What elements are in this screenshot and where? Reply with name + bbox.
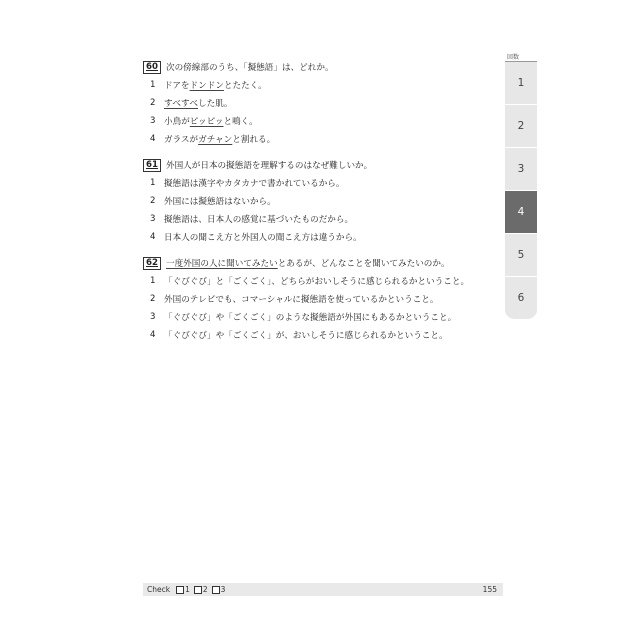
option-number: 2 [150, 98, 156, 108]
question-stem [143, 58, 493, 76]
tab-3[interactable]: 3 [505, 148, 537, 191]
tab-4[interactable]: 4 [505, 191, 537, 234]
option-number: 3 [150, 214, 156, 224]
option-item[interactable] [150, 308, 493, 326]
option-text: 外国には擬態語はないから。 [164, 197, 276, 207]
option-text: 擬態語は、日本人の感覚に基づいたものだから。 [164, 215, 354, 225]
page-number: 155 [482, 585, 497, 594]
option-item[interactable] [150, 272, 493, 290]
tab-1[interactable]: 1 [505, 62, 537, 105]
option-number: 2 [150, 196, 156, 206]
option-text: 擬態語は漢字やカタカナで書かれているから。 [164, 179, 345, 189]
option-text: 「ぐびぐび」や「ごくごく」が、おいしそうに感じられるかということ。 [164, 331, 448, 341]
option-text: 日本人の聞こえ方と外国人の聞こえ方は違うから。 [164, 233, 362, 243]
question-61 [143, 156, 493, 246]
check-box-3[interactable] [212, 585, 226, 594]
option-text-after: とたたく。 [223, 81, 267, 91]
option-number: 3 [150, 116, 156, 126]
footer-bar [143, 583, 503, 596]
option-text: 「ぐびぐび」と「ごくごく」、どちらがおいしそうに感じられるかということ。 [164, 277, 470, 287]
checkbox-square [212, 586, 220, 594]
option-text: 「ぐびぐび」や「ごくごく」のような擬態語が外国にもあるかということ。 [164, 313, 457, 323]
option-underlined-text: ピッピッ [189, 117, 224, 127]
question-number: 62 [143, 257, 161, 270]
options-list [143, 76, 493, 148]
checkbox-label: 1 [185, 585, 190, 594]
option-number: 1 [150, 276, 156, 286]
check-box-2[interactable] [194, 585, 208, 594]
option-item[interactable] [150, 326, 493, 344]
question-stem [143, 156, 493, 174]
option-item[interactable] [150, 76, 493, 94]
option-item[interactable] [150, 210, 493, 228]
options-list [143, 174, 493, 246]
option-underlined-text: すべすべ [164, 99, 199, 109]
option-item[interactable] [150, 192, 493, 210]
option-item[interactable] [150, 174, 493, 192]
option-text: 外国のテレビでも、コマーシャルに擬態語を使っているかということ。 [164, 295, 439, 305]
option-underlined-text: ドンドン [189, 81, 224, 91]
option-underlined-text: ガチャン [198, 135, 233, 145]
stem-text: 外国人が日本の擬態語を理解するのはなぜ難しいか。 [165, 161, 373, 171]
question-number: 61 [143, 159, 161, 172]
option-item[interactable] [150, 228, 493, 246]
tab-2[interactable]: 2 [505, 105, 537, 148]
option-number: 4 [150, 134, 156, 144]
checkbox-label: 2 [202, 585, 208, 594]
checkbox-label: 3 [220, 585, 226, 594]
option-text-before: ガラスが [164, 135, 199, 145]
option-text-after: した肌。 [198, 99, 233, 109]
tabs-header: 回数 [507, 54, 520, 61]
option-number: 1 [150, 80, 156, 90]
options-list [143, 272, 493, 344]
stem-underlined-text: 一度外国の人に聞いてみたい [165, 259, 278, 269]
question-60 [143, 58, 493, 148]
option-number: 1 [150, 178, 156, 188]
stem-text-after: とあるが、どんなことを聞いてみたいのか。 [277, 259, 450, 269]
option-text-before: ドアを [164, 81, 190, 91]
question-number: 60 [143, 61, 161, 74]
checkbox-square [194, 586, 202, 594]
option-item[interactable] [150, 94, 493, 112]
option-item[interactable] [150, 130, 493, 148]
stem-text: 次の傍線部のうち、「擬態語」は、どれか。 [165, 63, 334, 73]
question-62 [143, 254, 493, 344]
question-stem [143, 254, 493, 272]
option-text-before: 小鳥が [164, 117, 190, 127]
tab-5[interactable]: 5 [505, 234, 537, 277]
option-item[interactable] [150, 112, 493, 130]
check-box-1[interactable] [176, 585, 190, 594]
section-tabs [505, 62, 537, 320]
option-item[interactable] [150, 290, 493, 308]
tab-6[interactable]: 6 [505, 277, 537, 320]
option-number: 2 [150, 294, 156, 304]
check-label: Check [147, 585, 171, 594]
option-text-after: と鳴く。 [223, 117, 258, 127]
option-number: 4 [150, 330, 156, 340]
checkbox-square [176, 586, 184, 594]
option-number: 4 [150, 232, 156, 242]
option-number: 3 [150, 312, 156, 322]
option-text-after: と割れる。 [232, 135, 276, 145]
